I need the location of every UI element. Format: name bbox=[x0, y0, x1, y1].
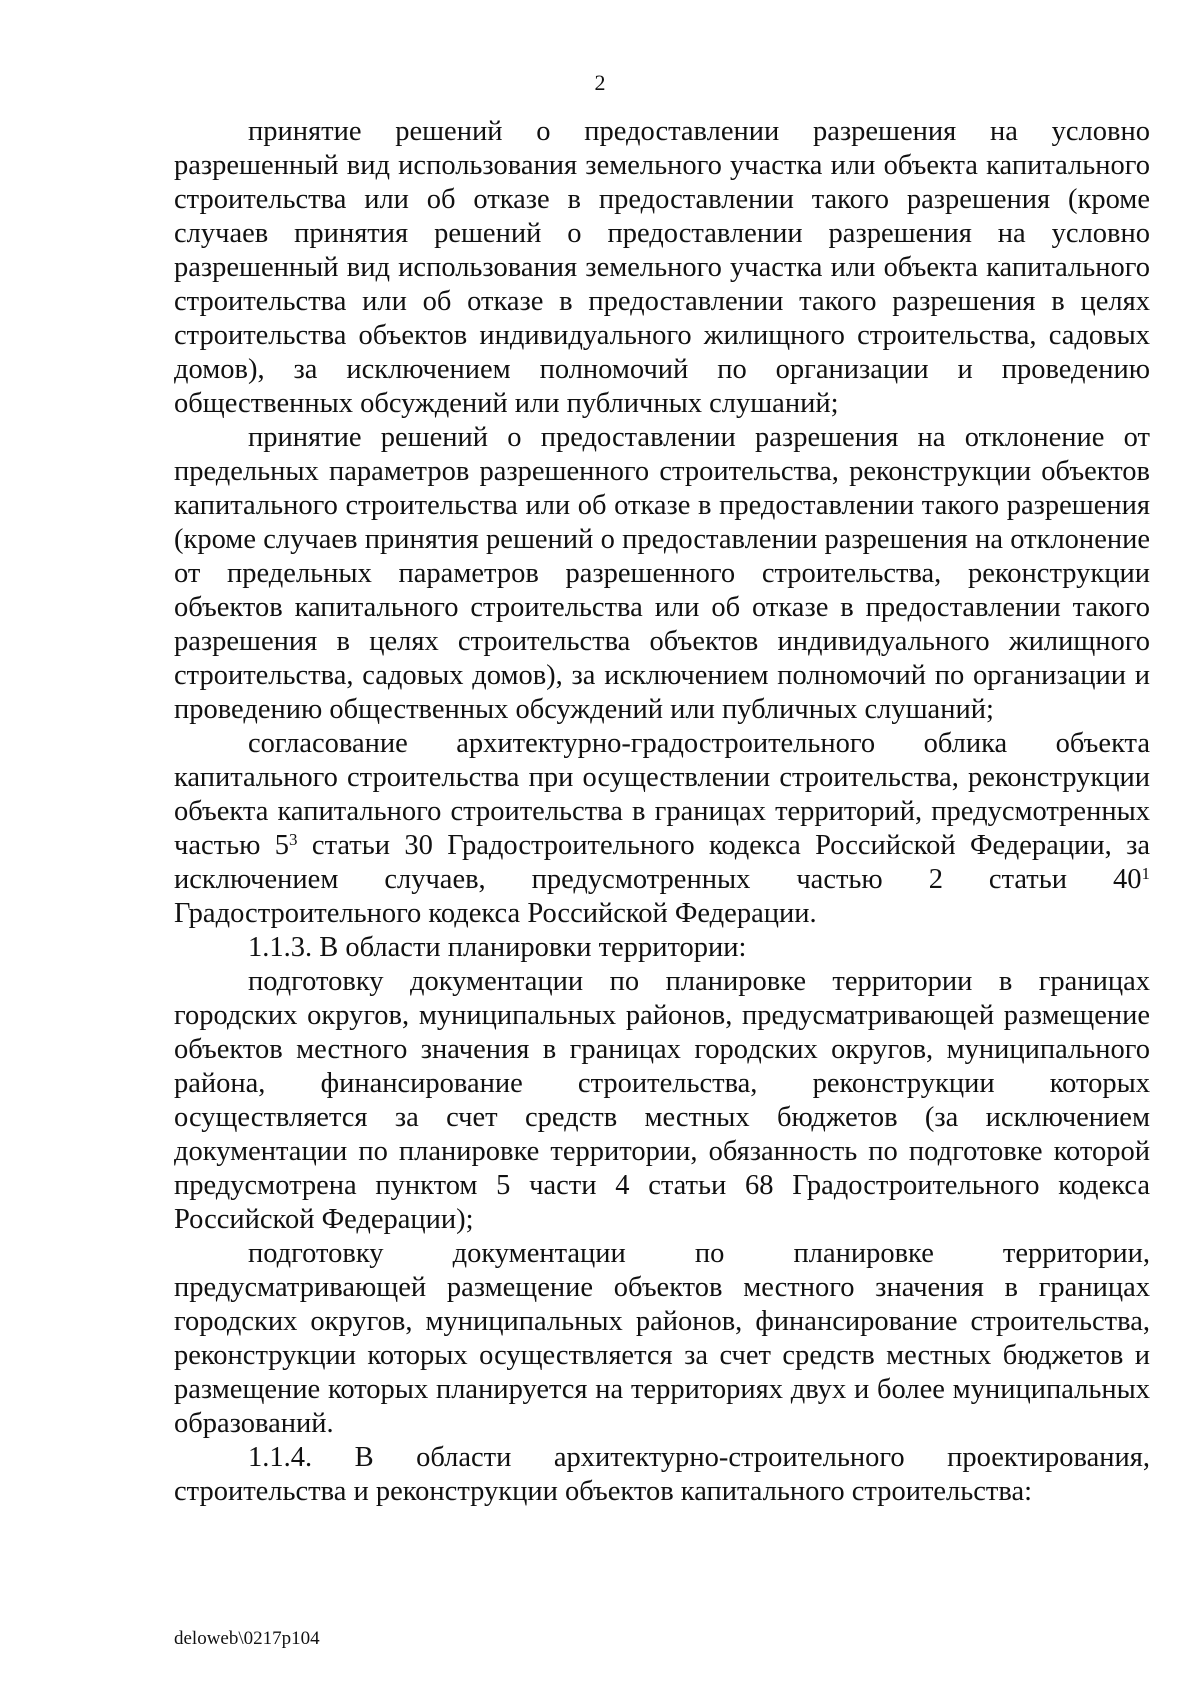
footer-doc-id: deloweb\0217p104 bbox=[174, 1628, 320, 1649]
paragraph-text-part: согласование архитектурно-градостроительного облика объекта капитального строительства при осуществлении строительства, реконструкции объекта капитального строительства в границах территорий, предусмотренных частью 5 bbox=[174, 728, 1150, 861]
superscript: 1 bbox=[1141, 864, 1150, 883]
paragraph-deviation-permit: принятие решений о предоставлении разрешения на отклонение от предельных параметров разрешенного строительства, реконструкции объектов капитального строительства или об отказе в предоставлении такого разрешения (кроме случаев принятия решений о предоставлении разрешения на отклонение от предельных параметров разрешенного строительства, реконструкции объектов капитального строительства или об отказе в предоставлении такого разрешения в целях строительства объектов индивидуального жилищного строительства, садовых домов), за исключением полномочий по организации и проведению общественных обсуждений или публичных слушаний; bbox=[174, 422, 1150, 725]
section-heading-1-1-3: 1.1.3. В области планировки территории: bbox=[248, 932, 747, 963]
page-number: 2 bbox=[594, 70, 606, 95]
section-heading-1-1-4: 1.1.4. В области архитектурно-строительного проектирования, строительства и реконструкции объектов капитального строительства: bbox=[174, 1442, 1150, 1507]
paragraph-architectural-approval bbox=[174, 727, 1150, 931]
document-body bbox=[174, 115, 1150, 1509]
paragraph-planning-documentation: подготовку документации по планировке территории в границах городских округов, муниципальных районов, предусматривающей размещение объектов местного значения в границах городских округов, муниципального района, финансирование строительства, реконструкции которых осуществляется за счет средств местных бюджетов (за исключением документации по планировке территории, обязанность по подготовке которой предусмотрена пунктом 5 части 4 статьи 68 Градостроительного кодекса Российской Федерации); bbox=[174, 966, 1150, 1235]
paragraph-text-part: Градостроительного кодекса Российской Федерации. bbox=[174, 898, 817, 929]
paragraph-conditional-use-permit: принятие решений о предоставлении разрешения на условно разрешенный вид использования земельного участка или объекта капитального строительства или об отказе в предоставлении такого разрешения (кроме случаев принятия решений о предоставлении разрешения на условно разрешенный вид использования земельного участка или объекта капитального строительства или об отказе в предоставлении такого разрешения в целях строительства объектов индивидуального жилищного строительства, садовых домов), за исключением полномочий по организации и проведению общественных обсуждений или публичных слушаний; bbox=[174, 116, 1150, 419]
paragraph-planning-documentation-multi: подготовку документации по планировке территории, предусматривающей размещение объектов местного значения в границах городских округов, муниципальных районов, финансирование строительства, реконструкции которых осуществляется за счет средств местных бюджетов и размещение которых планируется на территориях двух и более муниципальных образований. bbox=[174, 1238, 1150, 1439]
paragraph-text-part: статьи 30 Градостроительного кодекса Российской Федерации, за исключением случаев, предусмотренных частью 2 статьи 40 bbox=[174, 830, 1150, 895]
superscript: 3 bbox=[289, 830, 298, 849]
